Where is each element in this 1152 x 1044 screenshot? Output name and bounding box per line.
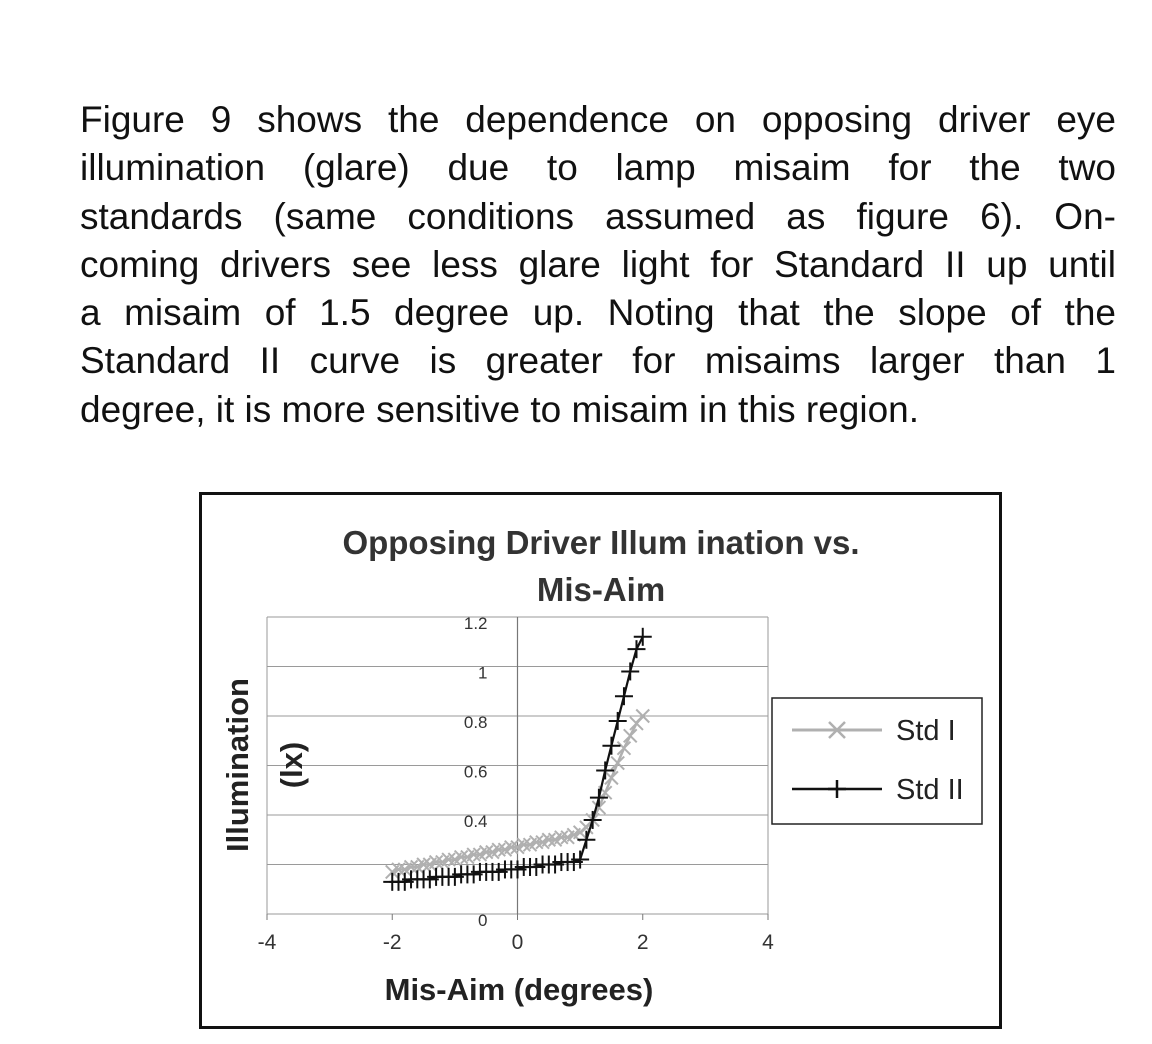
data-point xyxy=(611,757,624,770)
x-tick-label: 0 xyxy=(511,931,524,954)
legend-label-std-2: Std II xyxy=(896,774,964,806)
x-tick-label: 2 xyxy=(636,931,649,954)
y-tick-label: 0 xyxy=(478,911,488,930)
paragraph-line: standards (same conditions assumed as figure 6). On- xyxy=(80,195,1116,237)
legend xyxy=(772,698,982,824)
x-tick-label: -4 xyxy=(257,931,277,954)
paragraph-line: illumination (glare) due to lamp misaim for the two xyxy=(80,147,1116,189)
y-tick-label: 0.6 xyxy=(463,762,488,782)
paragraph-line: degree, it is more sensitive to misaim in this region. xyxy=(80,388,920,430)
x-tick-label: -2 xyxy=(382,931,402,954)
y-tick-label: 0.4 xyxy=(463,812,488,831)
y-tick-label: 0.8 xyxy=(463,713,488,732)
y-axis-label: Illumination xyxy=(220,678,255,852)
data-point xyxy=(621,662,639,680)
data-point xyxy=(609,712,627,730)
paragraph-line: Figure 9 shows the dependence on opposing driver eye xyxy=(80,99,1116,140)
chart-title-line-1: Opposing Driver Illum ination vs. xyxy=(342,524,860,561)
chart-title-line-2: Mis-Aim xyxy=(536,571,666,608)
figure-frame xyxy=(199,492,1002,1029)
legend-label-std-1: Std I xyxy=(896,715,956,747)
chart xyxy=(202,495,999,1026)
data-point xyxy=(605,771,618,784)
paragraph-line: a misaim of 1.5 degree up. Noting that the slope of the xyxy=(80,292,1116,334)
body-paragraph xyxy=(80,96,1116,434)
x-axis-label: Mis-Aim (degrees) xyxy=(384,972,654,1007)
paragraph-line: Standard II curve is greater for misaims larger than 1 xyxy=(80,340,1116,382)
y-axis-unit-label: (lx) xyxy=(274,741,309,789)
paragraph-line: coming drivers see less glare light for Standard II up until xyxy=(80,243,1116,285)
data-point xyxy=(617,742,630,755)
y-tick-label: 1 xyxy=(478,663,488,683)
data-point xyxy=(615,687,633,705)
y-tick-label: 1.2 xyxy=(463,614,488,633)
x-tick-label: 4 xyxy=(762,931,774,954)
data-point xyxy=(624,729,637,742)
data-point xyxy=(602,737,620,755)
